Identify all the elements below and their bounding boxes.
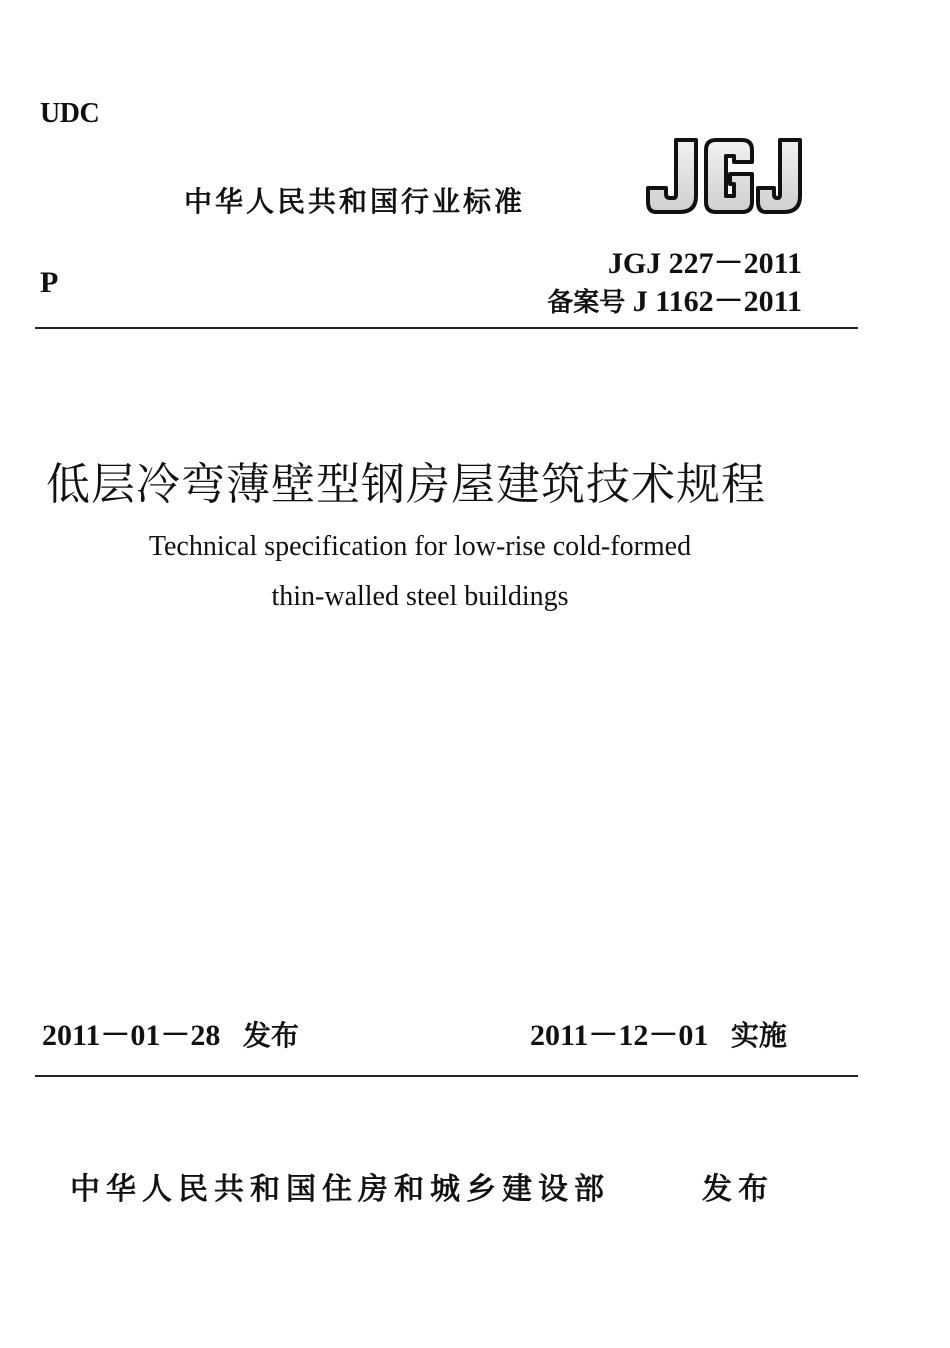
effective-date-line (530, 1010, 787, 1054)
issue-label: 发布 (242, 1019, 299, 1052)
standard-number: JGJ 227－2011 (607, 247, 802, 280)
title-chinese: 低层冷弯薄壁型钢房屋建筑技术规程 (46, 459, 766, 510)
effective-date: 2011－12－01 (530, 1019, 709, 1052)
udc-label: UDC (40, 98, 100, 129)
record-label: 备案号 (547, 288, 626, 318)
title-english-line-1: Technical specification for low-rise cold-formed (148, 531, 692, 562)
jgj-logo (646, 136, 806, 216)
issue-date-line (42, 1010, 299, 1054)
standard-type: 中华人民共和国行业标准 (184, 185, 526, 218)
record-number-line (547, 276, 802, 320)
title-english-line-2: thin-walled steel buildings (271, 581, 569, 612)
title-english (0, 522, 840, 622)
category-label: P (40, 266, 59, 299)
bottom-divider (35, 1075, 858, 1077)
publisher-action: 发布 (702, 1172, 774, 1207)
record-number: J 1162－2011 (632, 285, 802, 318)
top-divider (35, 327, 858, 329)
publisher: 中华人民共和国住房和城乡建设部 (70, 1172, 610, 1207)
effective-label: 实施 (730, 1019, 787, 1052)
issue-date: 2011－01－28 (42, 1019, 221, 1052)
